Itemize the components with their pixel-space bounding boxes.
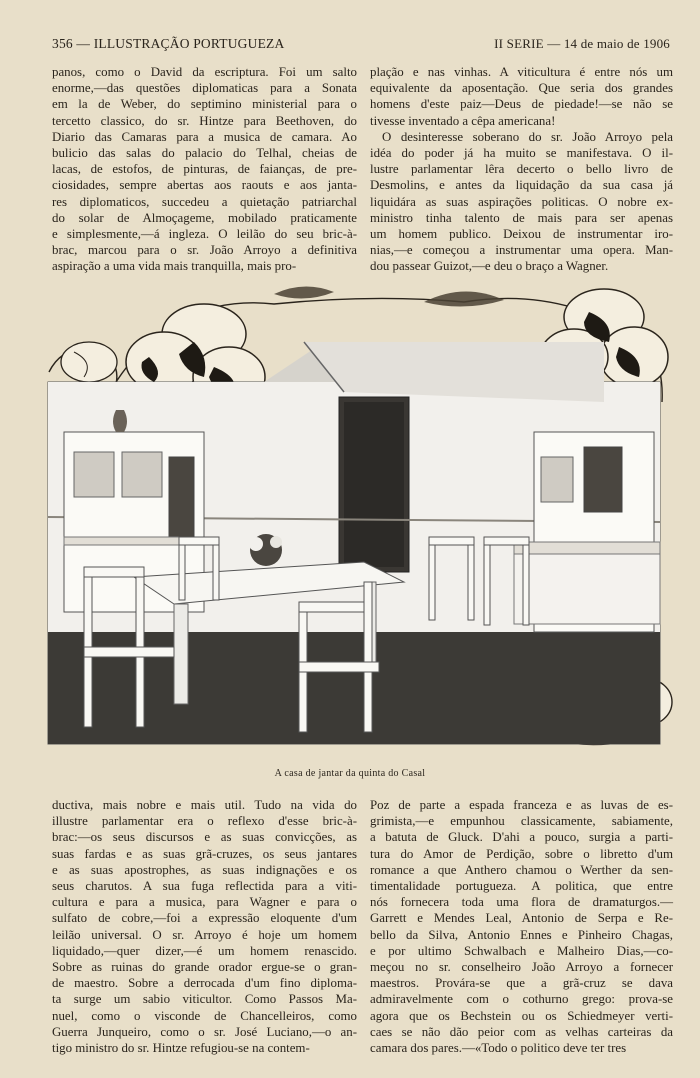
column-top-left	[52, 64, 357, 275]
text-line: leilão universal. O sr. Arroyo é hoje um homem	[52, 927, 357, 942]
text-line: e por ultimo Schwalbach e Malheiro Dias,—co-	[370, 943, 673, 958]
text-line: ciosidades, sempre abertas aos raouts e aos janta-	[52, 178, 357, 193]
text-line: liquidára as suas aspirações politicas. O nobre ex-	[370, 194, 673, 209]
text-line: caes se não dão peior com as velhas carteiras da	[370, 1024, 673, 1039]
text-line: e simplesmente,—á ingleza. O leilão do seu bric-à-	[52, 227, 357, 242]
text-line: nias,—e começou a instrumentar uma opera. Man-	[370, 243, 673, 258]
text-line: equivalente da aposentação. Que seria dos grandes	[370, 81, 673, 96]
text-line: em la de Weber, do septimino ministerial para o	[52, 97, 357, 112]
text-line: aspiração a uma vida mais tranquilla, mais pro-	[52, 259, 297, 274]
page-header	[52, 36, 670, 56]
text-line: tigo ministro do sr. Hintze refugiou-se na contem-	[52, 1041, 310, 1056]
text-line: Sobre as ruinas do grande orador ergue-se o gran-	[52, 960, 357, 975]
text-line: Guerra Junqueiro, como o sr. José Luciano,—o an-	[52, 1024, 357, 1039]
illustration	[44, 282, 674, 762]
text-line: um homem publico. Deixou de instrumentar iro-	[370, 227, 673, 242]
text-line: nós fornecera toda uma flora de dramaturgos.—	[370, 895, 673, 910]
text-line: nuel, como o visconde de Chancelleiros, como	[52, 1008, 357, 1023]
text-line: homens d'este paiz—Deus de piedade!—se não se	[370, 97, 673, 112]
text-line: camara dos pares.—«Todo o politico deve ter tres	[370, 1041, 627, 1056]
text-line: meçou no sr. conselheiro João Arroyo a fornecer	[370, 960, 673, 975]
text-line: brac:—os seus discursos e as suas convicções, as	[52, 830, 357, 845]
text-line: ta surge um sabio viticultor. Como Passos Ma-	[52, 992, 357, 1007]
text-line: suas fardas e as suas grã-cruzes, os seus jantares	[52, 846, 357, 861]
text-line: tura do Amor de Perdição, sobre o libretto d'um	[370, 846, 673, 861]
text-line: admiravelmente com o cothurno grego: prova-se	[370, 992, 673, 1007]
text-line: enorme,—das questões diplomaticas para a Sonata	[52, 81, 357, 96]
text-line: idéa do poder já ha muito se manifestava. O il-	[370, 146, 673, 161]
text-line: romance a que Anthero chamou o Werther da sen-	[370, 862, 673, 877]
text-line: plação e nas vinhas. A viticultura é entre nós um	[370, 65, 673, 79]
text-line: lustre parlamentar lêra decerto o bello livro de	[370, 162, 673, 177]
text-line: illustre parlamentar era o reflexo d'esse bric-à-	[52, 814, 357, 829]
text-line: sulfato de cobre,—foi a expressão eloquente d'um	[52, 911, 357, 926]
text-line: e as suas apostrophes, as suas indignações e os	[52, 862, 357, 877]
text-line: dou passear Guizot,—e deu o braço a Wagner.	[370, 259, 609, 274]
text-line: lacas, de estofos, de pinturas, de faianças, de pre-	[52, 162, 357, 177]
text-line: Garrett e Mendes Leal, Antonio de Serpa e Re-	[370, 911, 673, 926]
text-line: O desinteresse soberano do sr. João Arroyo pela	[382, 129, 673, 144]
text-line: ministro tinha talento de mais para ser apenas	[370, 210, 673, 225]
column-bottom-right	[370, 797, 673, 1056]
text-line: brac, marcou para o sr. João Arroyo a definitiva	[52, 243, 357, 258]
text-line: liquidado,—quer dizer,—é um homem renascido.	[52, 943, 357, 958]
header-right: II SERIE — 14 de maio de 1906	[494, 36, 670, 51]
header-left: 356 — ILLUSTRAÇÃO PORTUGUEZA	[52, 36, 285, 51]
text-line: Diario das Camaras para a musica de camara. Ao	[52, 129, 357, 144]
text-line: de maestro. Sobre a derrocada d'um fino diploma-	[52, 976, 357, 991]
text-line: Poz de parte a espada franceza e as luvas de es-	[370, 798, 673, 812]
text-line: a batuta de Gluck. D'ahi a pouco, surgia a parti-	[370, 830, 673, 845]
text-line: grimista,—e empunhou classicamente, sabiamente,	[370, 814, 673, 829]
text-line: do solar de Almoçageme, mobilado praticamente	[52, 210, 357, 225]
text-line: agora que os Bechstein ou os Schiedmeyer verti-	[370, 1008, 673, 1023]
text-line: panos, como o David da escriptura. Foi um salto	[52, 65, 357, 79]
text-line: res diplomaticos, succedeu a quietação patriarchal	[52, 194, 357, 209]
column-top-right	[370, 64, 673, 275]
text-line: tivesse inventado a cêpa americana!	[370, 113, 556, 128]
photo-with-floral-frame-icon	[44, 282, 674, 762]
figure-caption: A casa de jantar da quinta do Casal	[274, 768, 426, 779]
text-line: timentalidade portugueza. A politica, que entre	[370, 879, 673, 894]
column-bottom-left	[52, 797, 357, 1056]
text-line: ductiva, mais nobre e mais util. Tudo na vida do	[52, 798, 357, 812]
text-line: maestros. Provára-se que a grã-cruz se dava	[370, 976, 673, 991]
text-line: tercetto classico, do sr. Hintze para Beethoven, do	[52, 113, 357, 128]
text-line: bulicio das salas do palacio do Telhal, cheias de	[52, 146, 357, 161]
text-line: bello da Silva, Antonio Ennes e Pinheiro Chagas,	[370, 927, 673, 942]
text-line: Desmolins, e antes da liquidação da sua casa já	[370, 178, 673, 193]
text-line: seus charutos. A sua fuga reflectida para a viti-	[52, 879, 357, 894]
text-line: cultura e para a musica, para Wagner e para o	[52, 895, 357, 910]
